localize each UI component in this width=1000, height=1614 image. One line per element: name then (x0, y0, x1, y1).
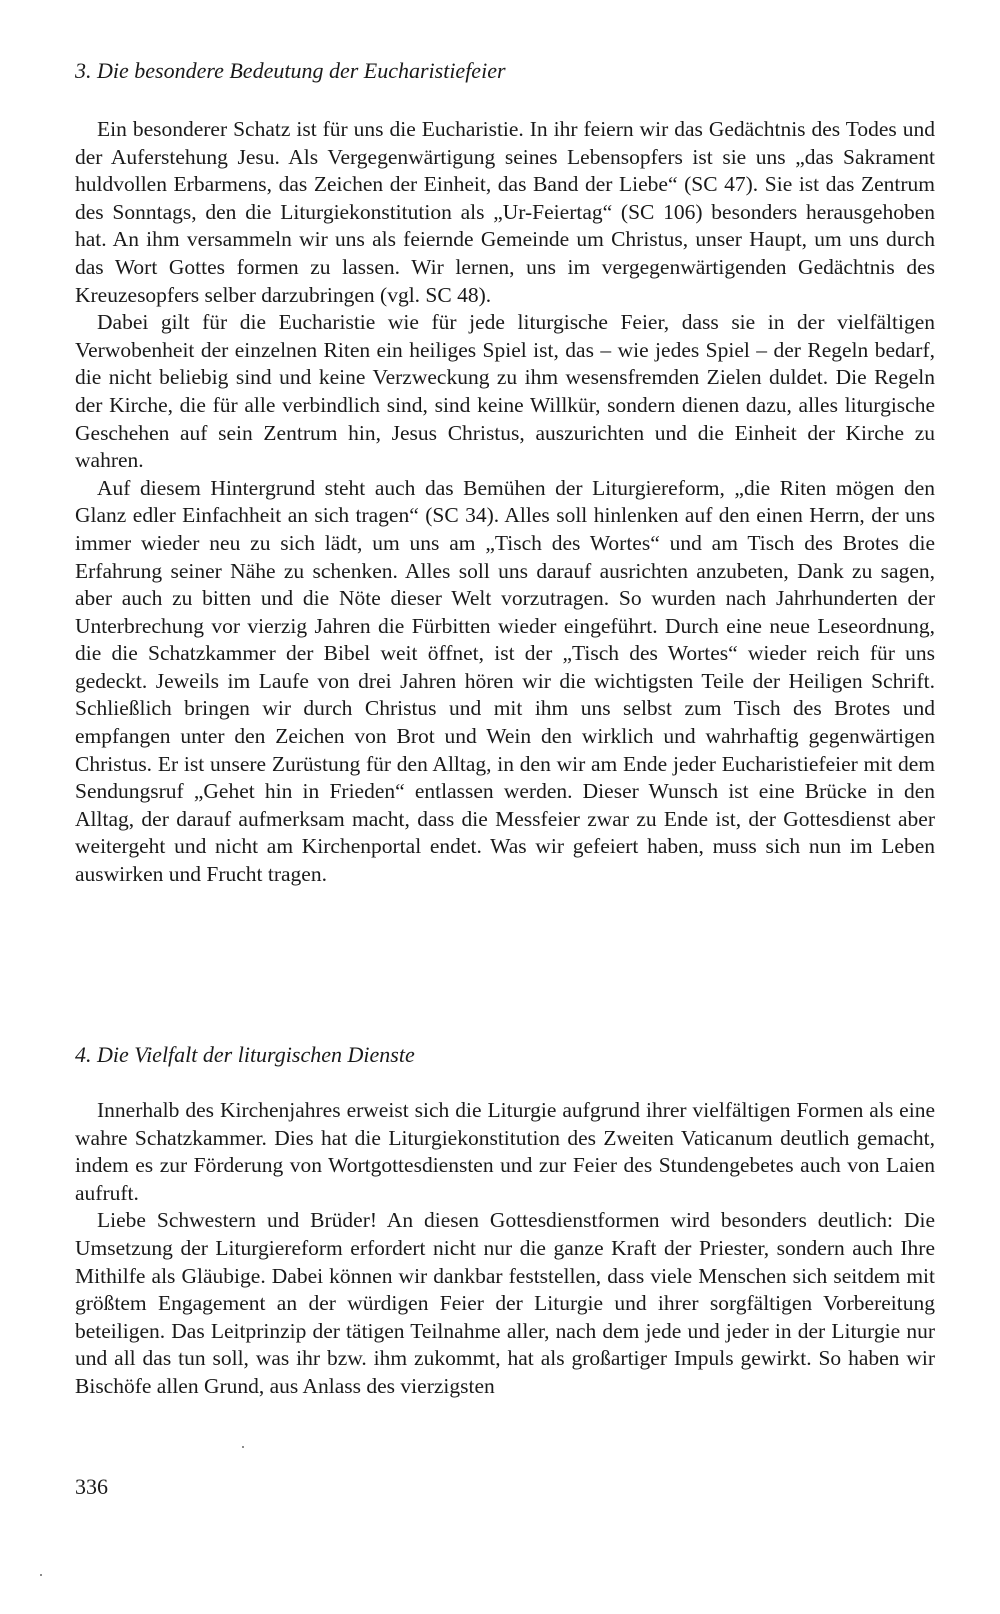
paragraph: Liebe Schwestern und Brüder! An diesen Gottesdienstformen wird besonders deutlich: Die Umsetzung der Liturgiereform erfordert nicht nur die ganze Kraft der Priester, sondern auch Ihre Mithilfe als Gläubige. Dabei können wir dankbar feststellen, dass viele Menschen sich seitdem mit größtem Engagement an der würdigen Feier der Liturgie und ihrer sorgfältigen Vorbereitung beteiligen. Das Leitprinzip der tätigen Teilnahme aller, nach dem jede und jeder in der Liturgie nur und all das tun soll, was ihr bzw. ihm zukommt, hat als großartiger Impuls gewirkt. So haben wir Bischöfe allen Grund, aus Anlass des vierzigsten (75, 1208, 935, 1398)
paragraph: Auf diesem Hintergrund steht auch das Bemühen der Liturgiereform, „die Riten mögen den Glanz edler Einfachheit an sich tragen“ (SC 34). Alles soll hinlenken auf den einen Herrn, der uns immer wieder neu zu sich lädt, um uns am „Tisch des Wortes“ und am Tisch des Brotes die Erfahrung seiner Nähe zu schenken. Alles soll uns darauf ausrichten anzubeten, Dank zu sagen, aber auch zu bitten und die Nöte dieser Welt vorzutragen. So wurden nach Jahrhunderten der Unterbrechung vor vierzig Jahren die Fürbitten wieder eingeführt. Durch eine neue Leseordnung, die die Schatzkammer der Bibel weit öffnet, ist der „Tisch des Wortes“ wieder reich für uns gedeckt. Jeweils im Laufe von drei Jahren hören wir die wichtigsten Teile der Heiligen Schrift. Schließlich bringen wir durch Christus und mit ihm uns selbst zum Tisch des Brotes und empfangen unter den Zeichen von Brot und Wein den wirklich und wahrhaftig gegenwärtigen Christus. Er ist unsere Zurüstung für den Alltag, in den wir am Ende jeder Eucharistiefeier mit dem Sendungsruf „Gehet hin in Frieden“ entlassen werden. Dieser Wunsch ist eine Brücke in den Alltag, der darauf aufmerksam macht, dass die Messfeier zwar zu Ende ist, der Gottesdienst aber weitergeht und nicht am Kirchenportal endet. Was wir gefeiert haben, muss sich nun im Leben auswirken und Frucht tragen. (75, 475, 935, 887)
scan-speck (242, 1446, 244, 1448)
paragraph: Ein besonderer Schatz ist für uns die Eucharistie. In ihr feiern wir das Gedächtnis des Todes und der Auferstehung Jesu. Als Vergegenwärtigung seines Lebensopfers ist sie uns „das Sakrament huldvollen Erbarmens, das Zeichen der Einheit, das Band der Liebe“ (SC 47). Sie ist das Zentrum des Sonntags, den die Liturgiekonstitution als „Ur-Feiertag“ (SC 106) besonders herausgehoben hat. An ihm versammeln wir uns als feiernde Gemeinde um Christus, unser Haupt, um uns durch das Wort Gottes formen zu lassen. Wir lernen, uns im vergegenwärtigenden Gedächtnis des Kreuzesopfers selber darzubringen (vgl. SC 48). (75, 117, 935, 307)
section-body-liturgische-dienste (75, 1097, 935, 1401)
scan-speck (40, 1574, 42, 1576)
section-body-eucharistie (75, 116, 935, 889)
paragraph: Dabei gilt für die Eucharistie wie für jede liturgische Feier, dass sie in der vielfältigen Verwobenheit der einzelnen Riten ein heiliges Spiel ist, das – wie jedes Spiel – der Regeln bedarf, die nicht beliebig sind und keine Verzweckung zu ihm wesensfremden Zielen duldet. Die Regeln der Kirche, die für alle verbindlich sind, sind keine Willkür, sondern dienen dazu, alles liturgische Geschehen auf sein Zentrum hin, Jesus Christus, auszurichten und die Einheit der Kirche zu wahren. (75, 310, 935, 473)
section-heading-liturgische-dienste: 4. Die Vielfalt der liturgischen Dienste (75, 1042, 415, 1067)
page-number: 336 (75, 1474, 108, 1499)
paragraph: Innerhalb des Kirchenjahres erweist sich die Liturgie aufgrund ihrer vielfältigen Formen als eine wahre Schatzkammer. Dies hat die Liturgiekonstitution des Zweiten Vaticanum deutlich gemacht, indem es zur Förderung von Wortgottesdiensten und zur Feier des Stundengebetes auch von Laien aufruft. (75, 1098, 935, 1205)
section-heading-eucharistie: 3. Die besondere Bedeutung der Eucharistiefeier (75, 58, 506, 83)
